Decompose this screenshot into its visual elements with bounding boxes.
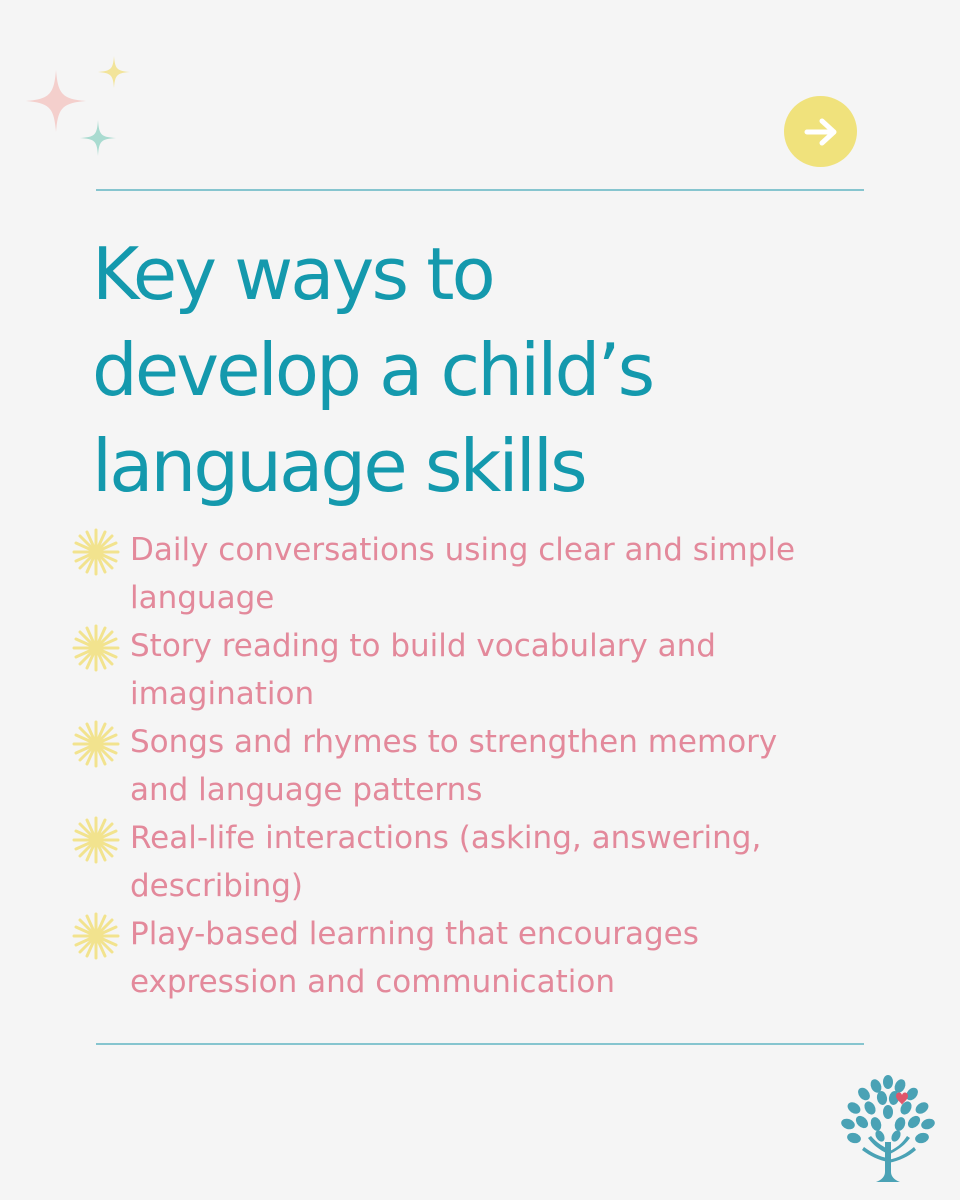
tip-line: Songs and rhymes to strengthen memory — [130, 724, 778, 760]
tip-line: language — [130, 580, 275, 616]
tip-line: Daily conversations using clear and simple — [130, 532, 796, 568]
list-item — [72, 718, 872, 814]
sparkle-icon — [72, 624, 120, 672]
title-line: develop a child’s — [92, 328, 653, 412]
tree-logo-icon — [836, 1072, 940, 1188]
sparkle-icon — [72, 720, 120, 768]
list-item — [72, 622, 872, 718]
sparkle-icon — [72, 528, 120, 576]
list-item — [72, 526, 872, 622]
tip-line: Story reading to build vocabulary and — [130, 628, 716, 664]
tips-list — [72, 526, 872, 1006]
next-button[interactable] — [784, 96, 857, 167]
top-divider — [96, 189, 864, 191]
title-line: language skills — [92, 424, 585, 508]
tip-line: Play-based learning that encourages — [130, 916, 699, 952]
arrow-right-icon — [803, 118, 839, 146]
sparkles-icon — [18, 52, 138, 172]
tip-line: expression and communication — [130, 964, 615, 1000]
title-line: Key ways to — [92, 232, 493, 316]
sparkle-icon — [72, 912, 120, 960]
tip-line: and language patterns — [130, 772, 483, 808]
tip-line: imagination — [130, 676, 315, 712]
page-title — [92, 226, 872, 514]
tip-line: describing) — [130, 868, 304, 904]
list-item — [72, 814, 872, 910]
bottom-divider — [96, 1043, 864, 1045]
list-item — [72, 910, 872, 1006]
tip-line: Real-life interactions (asking, answering, — [130, 820, 762, 856]
sparkle-icon — [72, 816, 120, 864]
